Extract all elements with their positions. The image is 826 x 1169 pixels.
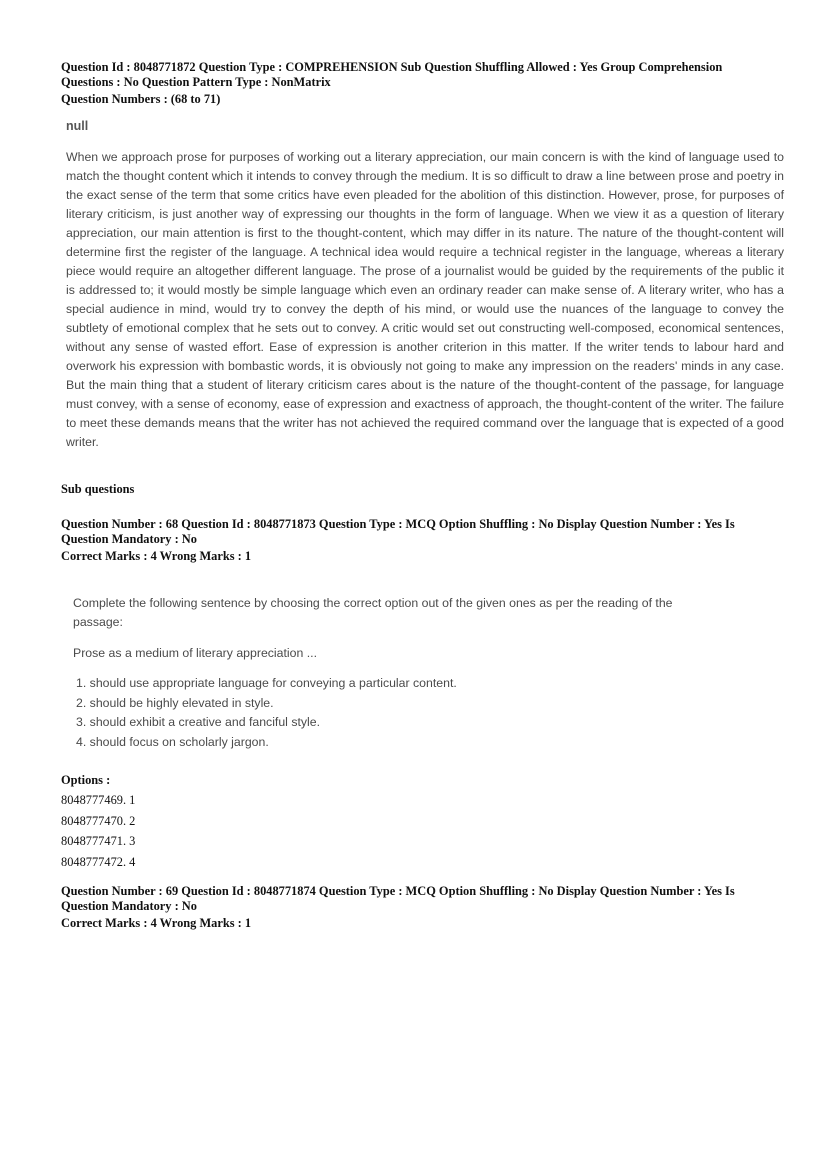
q68-choice-list: [73, 674, 713, 752]
q68-option: 8048777472. 4: [61, 855, 136, 870]
q69-header: [61, 884, 781, 931]
q68-instruction: Complete the following sentence by choosing the correct option out of the given ones as per the reading of the passage:: [73, 596, 673, 629]
passage-null-label: null: [66, 119, 89, 133]
q68-options-list: [61, 790, 135, 873]
q68-choice: 1. should use appropriate language for conveying a particular content.: [76, 676, 457, 690]
q68-marks: Correct Marks : 4 Wrong Marks : 1: [61, 549, 252, 563]
comprehension-meta-line1: Question Id : 8048771872 Question Type : COMPREHENSION Sub Question Shuffling Allowed : Yes Group Comprehension: [61, 60, 723, 74]
q68-stem: Prose as a medium of literary appreciation ...: [73, 646, 317, 660]
q68-options-label: Options :: [61, 773, 111, 787]
q69-meta-line2: Question Mandatory : No: [61, 899, 197, 913]
q68-choice: 2. should be highly elevated in style.: [76, 695, 274, 710]
question-numbers: Question Numbers : (68 to 71): [61, 92, 221, 106]
q68-choice: 4. should focus on scholarly jargon.: [76, 734, 269, 749]
q68-option: 8048777471. 3: [61, 834, 136, 849]
q68-header: [61, 517, 781, 564]
comprehension-header: [61, 60, 761, 107]
sub-questions-heading: Sub questions: [61, 482, 135, 496]
q68-choice: 3. should exhibit a creative and fanciful style.: [76, 715, 321, 729]
q69-marks: Correct Marks : 4 Wrong Marks : 1: [61, 916, 252, 930]
q68-question-body: [73, 594, 713, 752]
q68-option: 8048777470. 2: [61, 813, 136, 828]
comprehension-meta-line2: Questions : No Question Pattern Type : NonMatrix: [61, 75, 331, 89]
q68-option: 8048777469. 1: [61, 793, 136, 807]
passage: [66, 148, 784, 452]
passage-text: When we approach prose for purposes of working out a literary appreciation, our main concern is with the kind of language used to match the thought content which it intends to convey through the medium. It is so difficult to draw a line between prose and poetry in the exact sense of the term that some critics have even pleaded for the abolition of this distinction. However, prose, for purposes of literary criticism, is just another way of expressing our thoughts in the form of language. When we view it as a question of literary appreciation, our main attention is first to the thought-content, which may differ in its nature. The nature of the thought-content will determine first the register of the language. A technical idea would require a technical register in the language, whereas a literary piece would require an altogether different language. The prose of a journalist would be guided by the requirements of the public it is addressed to; it would mostly be simple language which even an ordinary reader can make sense of. A literary writer, who has a special audience in mind, would try to convey the depth of his mind, or would use the nuances of the language to convey the subtlety of emotional complex that he sets out to convey. A critic would set out constructing well-composed, economical sentences, without any sense of wasted effort. Ease of expression is another criterion in this matter. If the writer tends to labour hard and overwork his expression with bombastic words, it is obviously not going to make any impression on the readers' minds in any case. But the main thing that a student of literary criticism cares about is the nature of the thought-content of the passage, for language must convey, with a sense of economy, ease of expression and exactness of approach, the thought-content of the writer. The failure to meet these demands means that the writer has not achieved the required command over the language that is expected of a good writer.: [66, 150, 784, 449]
q68-meta-line2: Question Mandatory : No: [61, 532, 197, 546]
q69-meta-line1: Question Number : 69 Question Id : 8048771874 Question Type : MCQ Option Shuffling : No Display Question Number : Yes Is: [61, 884, 735, 898]
q68-meta-line1: Question Number : 68 Question Id : 8048771873 Question Type : MCQ Option Shuffling : No Display Question Number : Yes Is: [61, 517, 735, 531]
